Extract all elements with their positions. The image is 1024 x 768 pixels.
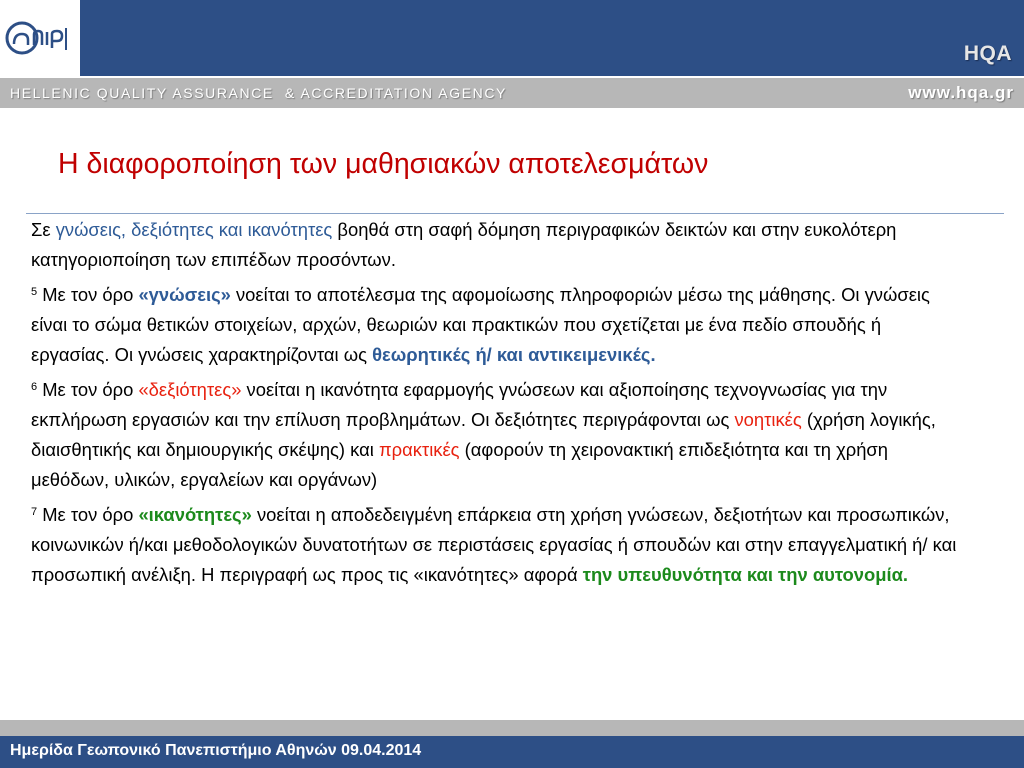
text: βοηθά στη σαφή δόμηση περιγραφικών δεικτών και στην ευκολότερη κατηγοριοποίηση των επιπέδων προσόντων. <box>31 219 897 270</box>
text: Με τον όρο <box>37 284 139 305</box>
slide-body <box>31 215 961 590</box>
highlight-theoretical: θεωρητικές ή/ και αντικειμενικές. <box>372 344 656 365</box>
agency-name: HELLENIC QUALITY ASSURANCE & ACCREDITATION AGENCY <box>10 85 507 101</box>
adip-logo-icon <box>4 14 76 62</box>
logo <box>0 0 82 76</box>
footer-divider <box>0 720 1024 736</box>
header-band <box>0 0 1024 76</box>
text: νοείται η αποδεδειγμένη επάρκεια στη χρήση γνώσεων, δεξιοτήτων και προσωπικών, κοινωνικών ή/και μεθοδολογικών δυνατοτήτων σε περιστάσεις εργασίας ή σπουδών και στην επαγγελματική ή/ και προσωπική ανέλιξη. Η περιγραφή ως προς τις «ικανότητες» αφορά <box>31 504 957 585</box>
paragraph-competences <box>31 500 961 590</box>
highlight-responsibility: την υπευθυνότητα και την αυτονομία. <box>582 564 908 585</box>
term-competences: «ικανότητες» <box>138 504 252 525</box>
term-knowledge: «γνώσεις» <box>138 284 231 305</box>
text: (χρήση λογικής, διαισθητικής και δημιουργικής σκέψης) και <box>31 409 936 460</box>
footnote-number: 7 <box>31 506 38 518</box>
text: Με τον όρο <box>37 504 139 525</box>
hqa-mark: HQA <box>963 42 1012 65</box>
text: νοείται το αποτέλεσμα της αφομοίωσης πληροφοριών μέσω της μάθησης. Οι γνώσεις είναι το σώμα θετικών στοιχείων, αρχών, θεωριών και πρακτικών που σχετίζεται με ένα πεδίο σπουδής ή εργασίας. Οι γνώσεις χαρακτηρίζονται ως <box>31 284 930 365</box>
website-link[interactable]: www.hqa.gr <box>908 83 1014 102</box>
text: (αφορούν τη χειρονακτική επιδεξιότητα και τη χρήση μεθόδων, υλικών, εργαλείων και οργάνων) <box>31 439 889 490</box>
highlight-cognitive: νοητικές <box>734 409 802 430</box>
paragraph-skills <box>31 375 961 495</box>
text: Σε <box>31 219 56 240</box>
text: νοείται η ικανότητα εφαρμογής γνώσεων και αξιοποίησης τεχνογνωσίας για την εκπλήρωση εργασιών και την επίλυση προβλημάτων. Οι δεξιότητες περιγράφονται ως <box>31 379 888 430</box>
paragraph-intro <box>31 215 961 275</box>
footer-text: Ημερίδα Γεωπονικό Πανεπιστήμιο Αθηνών 09.04.2014 <box>10 742 422 759</box>
highlight-terms: γνώσεις, δεξιότητες και ικανότητες <box>55 219 333 240</box>
paragraph-knowledge <box>31 280 961 370</box>
slide-title: Η διαφοροποίηση των μαθησιακών αποτελεσμάτων <box>58 148 709 180</box>
agency-band <box>0 78 1024 108</box>
text: Με τον όρο <box>37 379 139 400</box>
title-divider <box>26 213 1004 214</box>
footer-band <box>0 736 1024 768</box>
footnote-number: 5 <box>31 286 38 298</box>
term-skills: «δεξιότητες» <box>138 379 242 400</box>
footnote-number: 6 <box>31 381 38 393</box>
highlight-practical: πρακτικές <box>378 439 460 460</box>
